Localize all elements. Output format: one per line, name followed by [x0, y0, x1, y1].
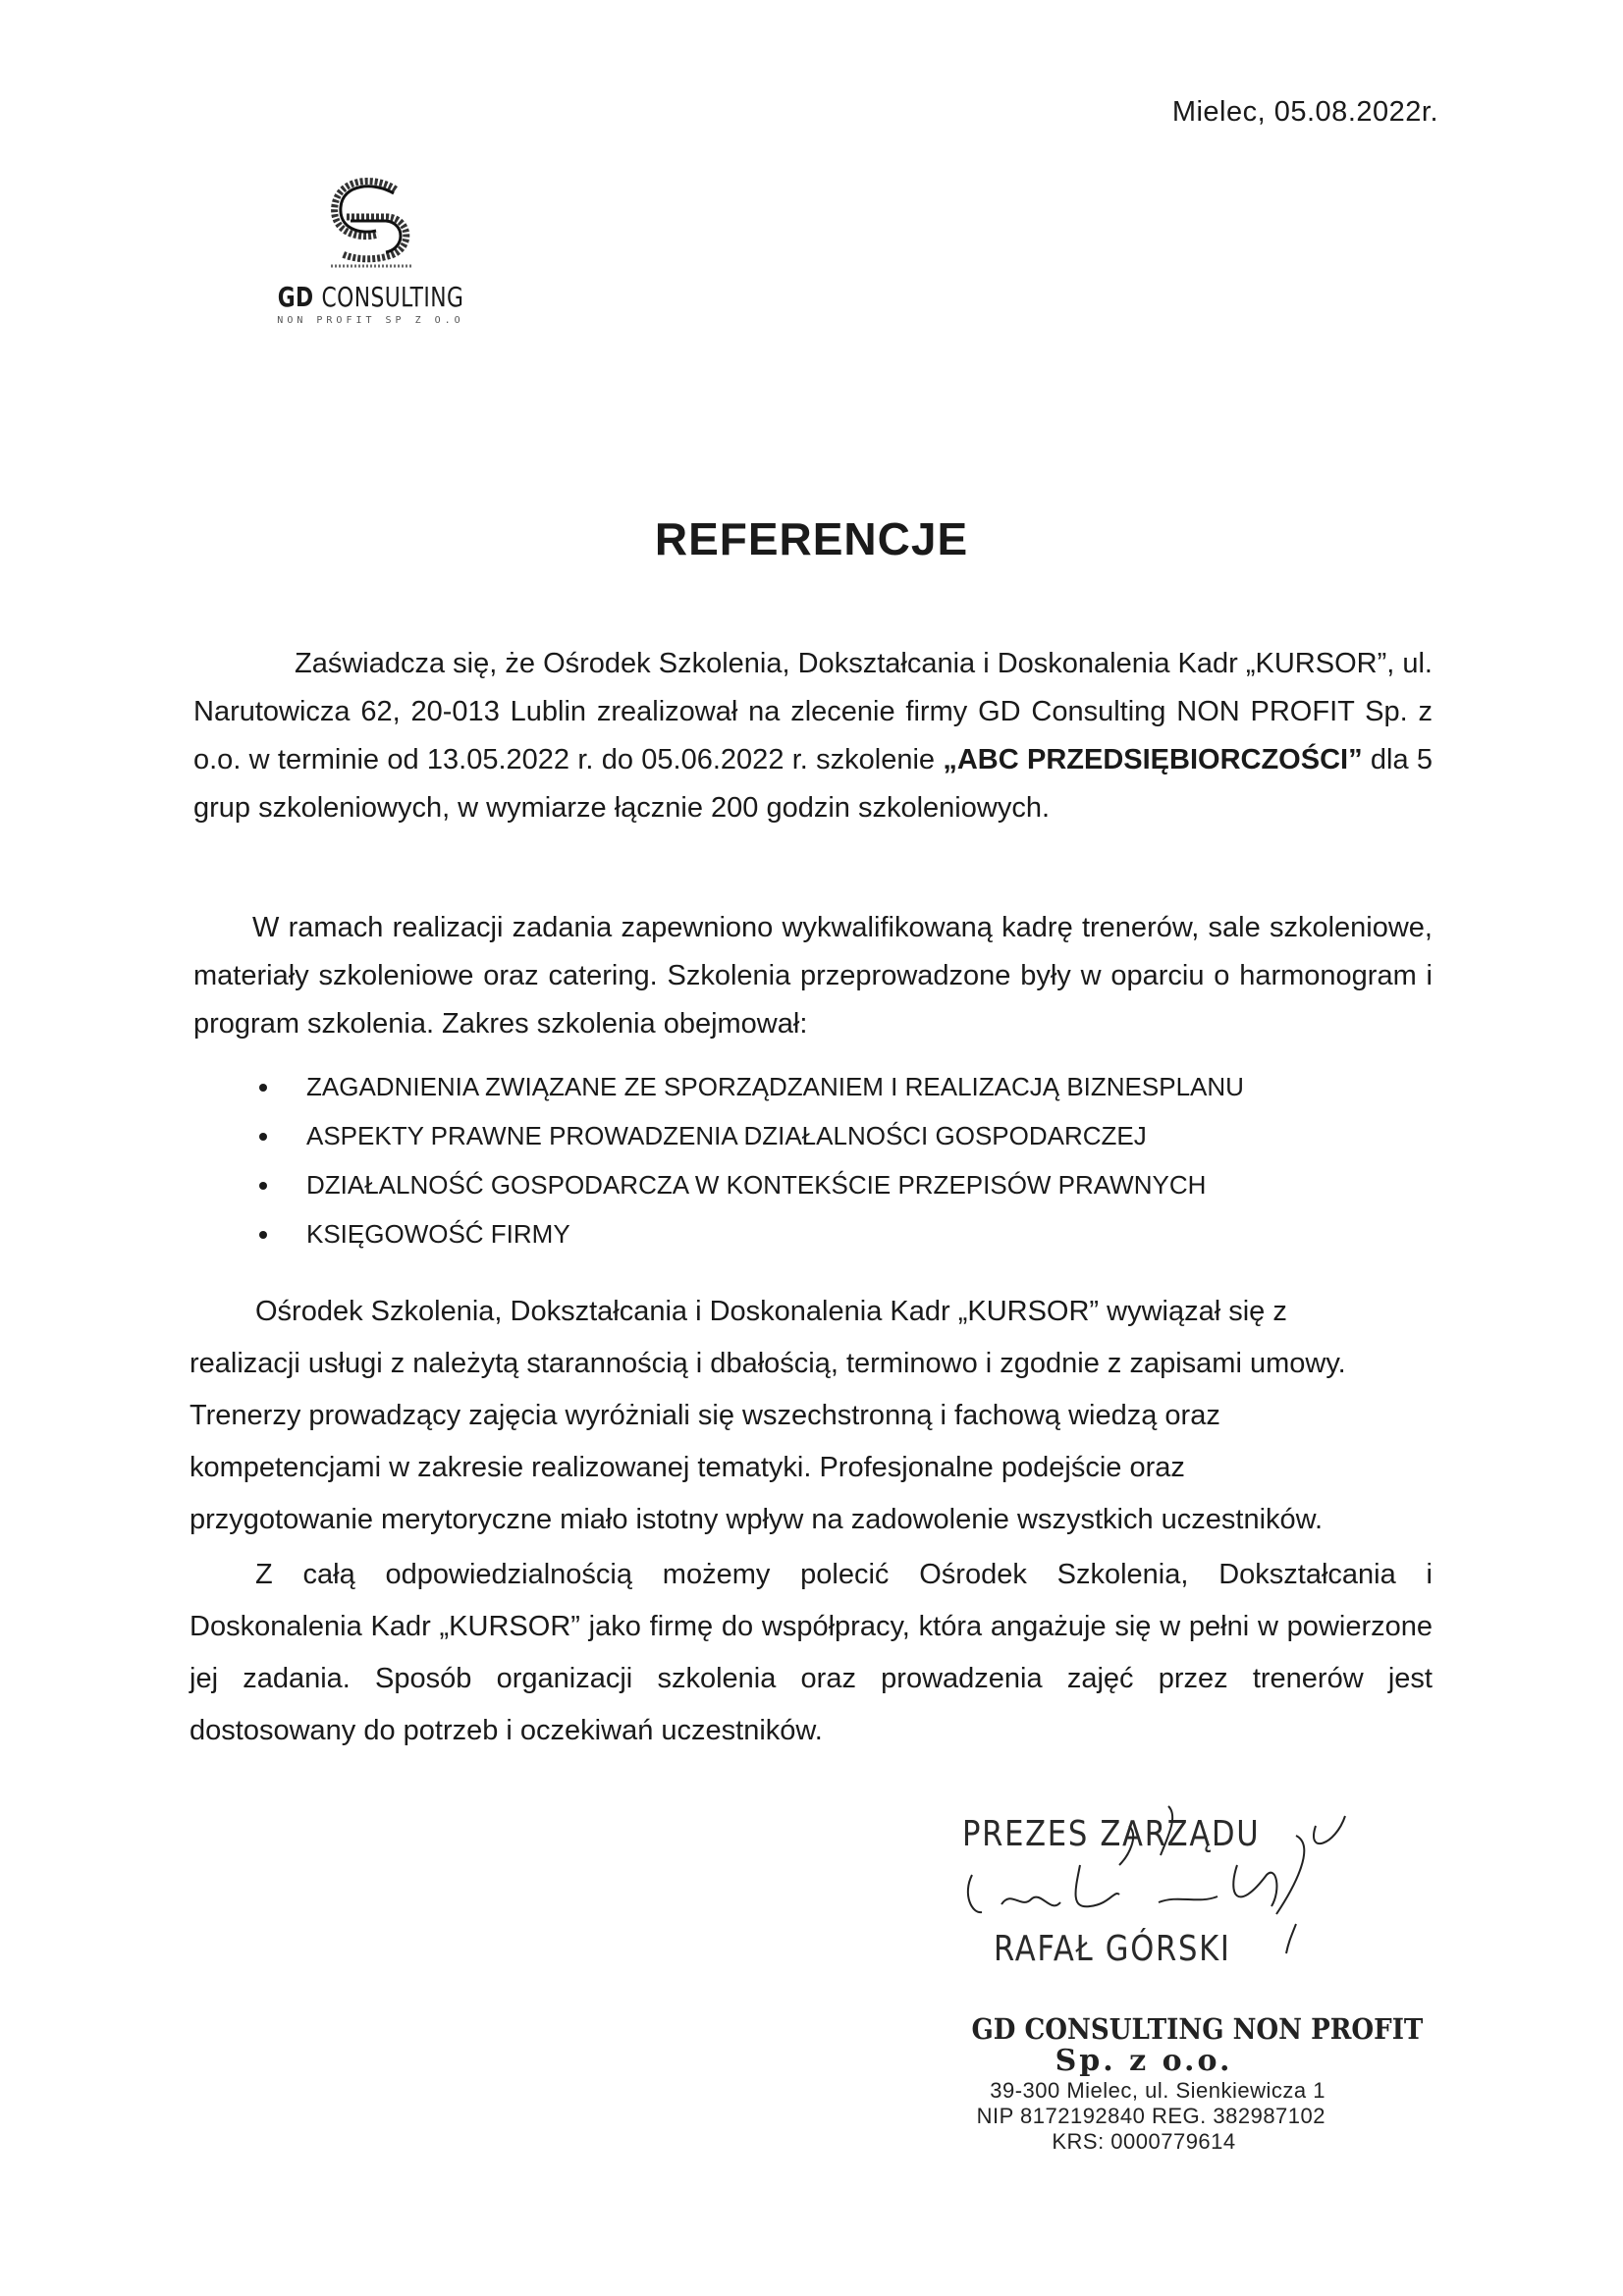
paragraph-recommendation: Z całą odpowiedzialnością możemy polecić Ośrodek Szkolenia, Dokształcania i Doskonalenia Kadr „KURSOR” jako firmę do współpracy, która angażuje się w pełni w powierzone jej zadania. Sposób organizacji szkolenia oraz prowadzenia zajęć przez trenerów jest dostosowany do potrzeb i oczekiwań uczestników. [189, 1559, 1433, 1746]
training-name: „ABC PRZEDSIĘBIORCZOŚCI” [943, 744, 1363, 775]
stamp-legal-form: Sp. z o.o. [1055, 2044, 1233, 2078]
stamp-krs: KRS: 0000779614 [1052, 2129, 1236, 2154]
paragraph-evaluation: Ośrodek Szkolenia, Dokształcania i Doskonalenia Kadr „KURSOR” wywiązał się z realizacji usługi z należytą starannością i dbałością, terminowo i zgodnie z zapisami umowy. Trenerzy prowadzący zajęcia wyróżniali się wszechstronną i fachową wiedzą oraz kompetencjami w zakresie realizowanej tematyki. Profesjonalne podejście oraz przygotowanie merytoryczne miało istotny wpływ na zadowolenie wszystkich uczestników. [189, 1296, 1346, 1535]
list-item: ASPEKTY PRAWNE PROWADZENIA DZIAŁALNOŚCI GOSPODARCZEJ [255, 1111, 1384, 1160]
company-stamp [952, 2012, 1424, 2155]
stamp-nip-reg: NIP 8172192840 REG. 382987102 [976, 2104, 1325, 2128]
company-logo [250, 172, 491, 326]
training-scope-list [255, 1062, 1384, 1258]
gd-logo-icon [317, 172, 425, 275]
document-date: Mielec, 05.08.2022r. [1171, 96, 1438, 128]
stamp-company-name: GD CONSULTING NON PROFIT [971, 2012, 1424, 2046]
paragraph-confirmation: Zaświadcza się, że Ośrodek Szkolenia, Dokształcania i Doskonalenia Kadr „KURSOR”, ul. Narutowicza 62, 20-013 Lublin zrealizował na zlecenie firmy GD Consulting NON PROFIT Sp. z o.o. w terminie od 13.05.2022 r. do 05.06.2022 r. szkolenie „ABC PRZEDSIĘBIORCZOŚCI” dla 5 grup szkoleniowych, w wymiarze łącznie 200 godzin szkoleniowych. [193, 648, 1433, 824]
signatory-name: RAFAŁ GÓRSKI [994, 1929, 1231, 1969]
paragraph-scope-intro: W ramach realizacji zadania zapewniono wykwalifikowaną kadrę trenerów, sale szkoleniowe, materiały szkoleniowe oraz catering. Szkolenia przeprowadzone były w oparciu o harmonogram i program szkolenia. Zakres szkolenia obejmował: [193, 912, 1433, 1040]
document-title: REFERENCJE [654, 513, 969, 564]
list-item: ZAGADNIENIA ZWIĄZANE ZE SPORZĄDZANIEM I REALIZACJĄ BIZNESPLANU [255, 1062, 1384, 1111]
logo-subtitle: NON PROFIT SP Z O.O [277, 315, 464, 326]
logo-text: GD CONSULTING [277, 281, 464, 313]
list-item: DZIAŁALNOŚĆ GOSPODARCZA W KONTEKŚCIE PRZEPISÓW PRAWNYCH [255, 1160, 1384, 1209]
signatory-role: PREZES ZARZĄDU [962, 1814, 1261, 1854]
list-item: KSIĘGOWOŚĆ FIRMY [255, 1209, 1384, 1258]
stamp-address: 39-300 Mielec, ul. Sienkiewicza 1 [990, 2078, 1325, 2103]
